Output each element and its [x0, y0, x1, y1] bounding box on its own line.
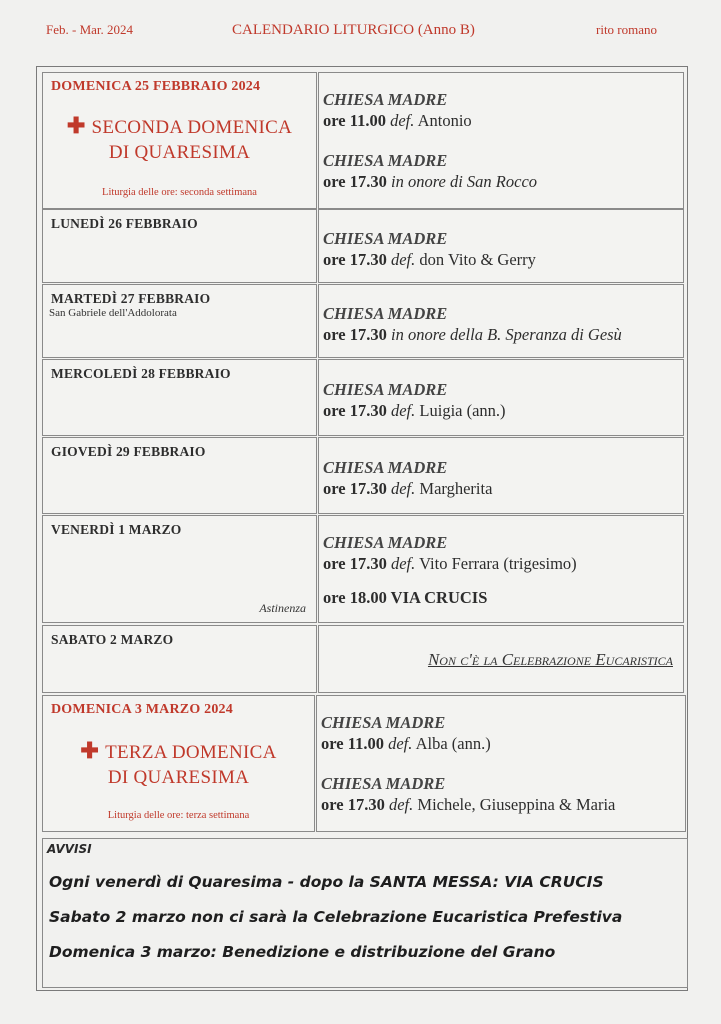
abstinence-note: Astinenza: [259, 601, 306, 615]
mass-intro: def.: [388, 734, 413, 753]
church-name: CHIESA MADRE: [321, 713, 446, 732]
mass-entry: [323, 89, 472, 132]
mass-intro: in onore della B. Speranza di Gesù: [390, 325, 622, 344]
sunday-title-line1: SECONDA DOMENICA: [91, 117, 293, 138]
mass-entry: [321, 773, 615, 816]
mass-intro: def.: [390, 479, 416, 498]
church-name: CHIESA MADRE: [323, 90, 448, 109]
day-cell-saturday-2: [42, 625, 317, 693]
mass-cell-friday-1: [318, 515, 684, 623]
day-label: DOMENICA 3 MARZO 2024: [51, 702, 233, 717]
mass-time: ore 17.30: [323, 325, 387, 344]
notices-title: AVVISI: [47, 842, 92, 856]
day-cell-tuesday-27: [42, 284, 317, 358]
mass-time: ore 11.00: [321, 734, 384, 753]
day-cell-friday-1: [42, 515, 317, 623]
church-name: CHIESA MADRE: [323, 151, 448, 170]
no-celebration-notice: Non c'è la Celebrazione Eucaristica: [427, 650, 673, 669]
mass-intro: def.: [390, 250, 416, 269]
mass-intro: in onore di San Rocco: [390, 172, 538, 191]
day-cell-sunday-25: [42, 72, 317, 209]
mass-entry: [323, 457, 492, 500]
mass-intro: def.: [388, 795, 414, 814]
notices-box: [42, 838, 688, 988]
mass-time: ore 17.30: [323, 554, 387, 573]
church-name: CHIESA MADRE: [321, 774, 446, 793]
day-label: DOMENICA 25 FEBBRAIO 2024: [51, 79, 261, 94]
sunday-title: [43, 113, 316, 165]
header-date-range: Feb. - Mar. 2024: [46, 22, 134, 37]
sunday-title: [43, 738, 314, 790]
mass-time: ore 17.30: [323, 401, 387, 420]
day-label: GIOVEDÌ 29 FEBBRAIO: [51, 444, 206, 459]
mass-intention: Antonio: [417, 111, 472, 130]
mass-intention: don Vito & Gerry: [419, 250, 536, 269]
mass-cell-tuesday-27: [318, 284, 684, 358]
day-cell-thursday-29: [42, 437, 317, 514]
mass-entry: [323, 150, 537, 193]
mass-cell-sunday-3: [316, 695, 686, 832]
liturgy-note: Liturgia delle ore: terza settimana: [107, 810, 250, 821]
notice-line: Ogni venerdì di Quaresima - dopo la SANTA MESSA: VIA CRUCIS: [49, 873, 604, 891]
day-label: VENERDÌ 1 MARZO: [51, 522, 182, 537]
mass-entry: [323, 379, 506, 422]
mass-intention: Vito Ferrara (trigesimo): [419, 554, 577, 573]
mass-cell-sunday-25: [318, 72, 684, 209]
day-cell-wednesday-28: [42, 359, 317, 436]
mass-cell-wednesday-28: [318, 359, 684, 436]
liturgy-note: Liturgia delle ore: seconda settimana: [102, 187, 257, 198]
church-name: CHIESA MADRE: [323, 229, 448, 248]
mass-entry: [323, 532, 577, 575]
mass-cell-saturday-2: [318, 625, 684, 693]
mass-time: ore 17.30: [323, 250, 387, 269]
mass-entry: [321, 712, 491, 755]
sunday-title-line2: DI QUARESIMA: [108, 142, 251, 163]
day-cell-monday-26: [42, 209, 317, 283]
mass-time: ore 11.00: [323, 111, 386, 130]
day-label: SABATO 2 MARZO: [51, 632, 174, 647]
day-label: MERCOLEDÌ 28 FEBBRAIO: [51, 366, 231, 381]
mass-intention: Michele, Giuseppina & Maria: [417, 795, 616, 814]
mass-intro: def.: [390, 554, 416, 573]
mass-time: ore 17.30: [323, 479, 387, 498]
mass-intention: Luigia (ann.): [419, 401, 506, 420]
day-label: MARTEDÌ 27 FEBBRAIO: [51, 291, 211, 306]
mass-intro: def.: [390, 401, 416, 420]
mass-time: ore 17.30: [323, 172, 387, 191]
sunday-title-line2: DI QUARESIMA: [107, 767, 250, 788]
notice-line: Domenica 3 marzo: Benedizione e distribuzione del Grano: [49, 943, 556, 961]
cross-icon: ✚: [66, 113, 86, 138]
via-crucis-entry: ore 18.00 VIA CRUCIS: [323, 588, 488, 607]
church-name: CHIESA MADRE: [323, 458, 448, 477]
mass-entry: [323, 228, 536, 271]
header-title: CALENDARIO LITURGICO (Anno B): [232, 22, 475, 38]
mass-cell-monday-26: [318, 209, 684, 283]
mass-intention: Alba (ann.): [415, 734, 491, 753]
church-name: CHIESA MADRE: [323, 380, 448, 399]
day-label: LUNEDÌ 26 FEBBRAIO: [51, 216, 198, 231]
day-cell-sunday-3: [42, 695, 315, 832]
saint-of-day: San Gabriele dell'Addolorata: [49, 307, 177, 319]
mass-intro: def.: [390, 111, 415, 130]
mass-cell-thursday-29: [318, 437, 684, 514]
church-name: CHIESA MADRE: [323, 304, 448, 323]
church-name: CHIESA MADRE: [323, 533, 448, 552]
cross-icon: ✚: [80, 738, 100, 763]
mass-entry: [323, 303, 622, 346]
notice-line: Sabato 2 marzo non ci sarà la Celebrazione Eucaristica Prefestiva: [49, 908, 623, 926]
sunday-title-line1: TERZA DOMENICA: [105, 742, 277, 763]
mass-time: ore 17.30: [321, 795, 385, 814]
mass-intention: Margherita: [419, 479, 493, 498]
header-rite: rito romano: [596, 22, 658, 37]
